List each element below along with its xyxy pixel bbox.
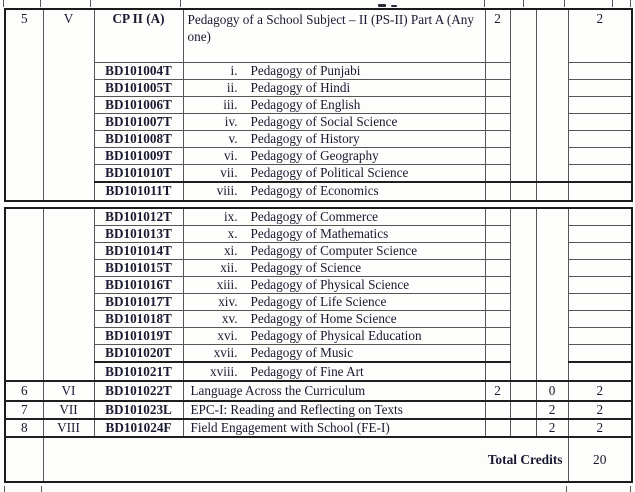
hours-cell: 2 [485,381,510,401]
option-number: v. [228,130,238,146]
clipped-grid-line [630,0,631,7]
option-title: Pedagogy of English [250,96,361,112]
empty-cell [568,260,632,277]
course-title-cell [183,328,485,345]
course-row [5,419,632,437]
course-title-cell [183,260,485,277]
empty-cell [485,345,510,363]
course-code-cell: BD101024F [94,419,183,437]
option-number: ix. [223,209,238,224]
course-code-cell: BD101012T [94,208,183,226]
clipped-grid-line [180,0,181,7]
empty-cell [510,381,536,401]
option-number: vi. [223,147,238,163]
empty-cell [568,182,632,201]
option-number: vii. [220,164,238,180]
option-number: xvi. [217,328,238,343]
clipped-grid-line [523,0,524,7]
option-number: iv. [224,113,238,129]
course-code-cell: BD101020T [94,345,183,363]
empty-cell [485,96,510,113]
course-code-cell: BD101009T [94,147,183,164]
hours-cell: 2 [485,9,510,62]
empty-cell [485,182,510,201]
empty-cell [485,328,510,345]
empty-cell [568,243,632,260]
course-title-cell [183,226,485,243]
option-row [5,208,632,226]
course-title-cell [183,345,485,363]
option-number: xi. [223,243,238,258]
option-number: xv. [221,311,238,326]
option-title: Pedagogy of Physical Education [250,328,422,343]
option-number: xviii. [210,363,238,379]
course-code-cell: BD101022T [94,381,183,401]
option-number: xii. [220,260,238,275]
course-code-cell: BD101023L [94,401,183,419]
group-title-cell: Pedagogy of a School Subject – II (PS-II) Part A (Any one) [183,9,485,62]
empty-cell [536,9,568,182]
course-title-cell [183,362,485,381]
option-title: Pedagogy of Life Science [250,294,387,309]
course-title-cell: Field Engagement with School (FE-I) [183,419,485,437]
option-title: Pedagogy of Science [250,260,362,275]
serial-cell: 7 [5,401,43,419]
option-title: Pedagogy of Commerce [250,209,378,224]
semester-cell: VII [43,401,94,419]
empty-cell [568,147,632,164]
empty-cell [485,243,510,260]
course-code-cell: BD101011T [94,182,183,201]
curriculum-table-block-2 [4,207,633,483]
group-code-cell: CP II (A) [94,9,183,62]
course-code-cell: BD101010T [94,164,183,182]
credits-cell: 2 [568,9,632,62]
empty-cell [568,96,632,113]
empty-cell [510,182,536,201]
course-title-cell [183,277,485,294]
clipped-grid-line [564,0,565,7]
total-credits-row [5,437,632,482]
clipped-text-fragment [378,4,386,7]
empty-cell [485,260,510,277]
hours-cell [485,419,510,437]
empty-cell [568,130,632,147]
course-title-cell: Language Across the Curriculum [183,381,485,401]
course-title-cell [183,79,485,96]
clipped-grid-line [41,486,42,492]
course-code-cell: BD101004T [94,62,183,79]
empty-cell [485,164,510,182]
empty-cell [485,362,510,381]
clipped-grid-line [40,0,41,7]
empty-cell [43,208,94,381]
course-code-cell: BD101007T [94,113,183,130]
total-credits-value: 20 [568,437,632,482]
empty-cell [536,208,568,381]
empty-cell [536,182,568,201]
empty-cell [485,294,510,311]
course-title-cell [183,96,485,113]
option-title: Pedagogy of Home Science [250,311,397,326]
option-title: Pedagogy of Mathematics [250,226,389,241]
option-title: Pedagogy of Fine Art [250,363,364,379]
curriculum-table-block-1 [4,8,633,202]
clipped-grid-line [90,0,91,7]
course-code-cell: BD101016T [94,277,183,294]
option-number: x. [227,226,238,241]
course-code-cell: BD101017T [94,294,183,311]
option-title: Pedagogy of Computer Science [250,243,418,258]
course-code-cell: BD101019T [94,328,183,345]
empty-cell [568,62,632,79]
course-code-cell: BD101015T [94,260,183,277]
option-title: Pedagogy of Hindi [250,79,351,95]
option-title: Pedagogy of Geography [250,147,379,163]
empty-cell [485,113,510,130]
empty-cell [568,294,632,311]
empty-cell [485,208,510,226]
empty-cell [568,113,632,130]
course-title-cell [183,208,485,226]
clipped-grid-line [3,0,4,7]
empty-cell [568,164,632,182]
course-code-cell: BD101006T [94,96,183,113]
course-title-cell [183,147,485,164]
course-row [5,401,632,419]
clipped-grid-line [630,486,631,492]
course-row [5,381,632,401]
empty-cell [5,437,43,482]
clipped-grid-line [566,486,567,492]
hours-cell [485,401,510,419]
empty-cell [510,401,536,419]
course-title-cell [183,243,485,260]
clipped-grid-line [4,486,5,492]
empty-cell [485,311,510,328]
empty-cell [485,226,510,243]
course-code-cell: BD101005T [94,79,183,96]
empty-cell [568,328,632,345]
practical-cell: 0 [536,381,568,401]
empty-cell [568,277,632,294]
course-title-cell [183,113,485,130]
option-number: viii. [216,183,238,198]
option-number: i. [230,62,238,78]
clipped-text-fragment [391,5,397,7]
option-row [5,182,632,201]
option-title: Pedagogy of Music [250,345,354,360]
course-code-cell: BD101021T [94,362,183,381]
course-title-cell [183,164,485,182]
course-title-cell [183,62,485,79]
option-number: iii. [223,96,238,112]
empty-cell [485,130,510,147]
practical-cell: 2 [536,401,568,419]
empty-cell [5,208,43,381]
total-credits-label: Total Credits [43,437,568,482]
serial-cell: 6 [5,381,43,401]
credits-cell: 2 [568,401,632,419]
option-title: Pedagogy of Social Science [250,113,398,129]
course-title-cell [183,294,485,311]
empty-cell [568,79,632,96]
semester-cell: VI [43,381,94,401]
empty-cell [485,147,510,164]
semester-cell: V [43,9,94,201]
option-title: Pedagogy of Political Science [250,164,409,180]
option-title: Pedagogy of Physical Science [250,277,410,292]
course-code-cell: BD101008T [94,130,183,147]
empty-cell [510,9,536,182]
empty-cell [568,345,632,363]
option-number: xiv. [218,294,238,309]
course-title-cell [183,130,485,147]
semester-cell: VIII [43,419,94,437]
option-number: xiii. [216,277,238,292]
clipped-grid-line [612,0,613,7]
serial-cell: 8 [5,419,43,437]
empty-cell [568,226,632,243]
empty-cell [568,208,632,226]
practical-cell: 2 [536,419,568,437]
empty-cell [485,79,510,96]
empty-cell [485,62,510,79]
option-number: ii. [226,79,238,95]
course-code-cell: BD101018T [94,311,183,328]
serial-cell: 5 [5,9,43,201]
empty-cell [510,208,536,381]
empty-cell [485,277,510,294]
empty-cell [568,311,632,328]
empty-cell [568,362,632,381]
clipped-grid-line [484,0,485,7]
option-number: xvii. [213,345,238,360]
option-title: Pedagogy of Economics [250,183,379,198]
credits-cell: 2 [568,419,632,437]
course-title-cell: EPC-I: Reading and Reflecting on Texts [183,401,485,419]
course-code-cell: BD101014T [94,243,183,260]
option-title: Pedagogy of History [250,130,360,146]
course-group-row [5,9,632,62]
option-title: Pedagogy of Punjabi [250,62,361,78]
empty-cell [510,419,536,437]
course-title-cell [183,182,485,201]
course-title-cell [183,311,485,328]
course-code-cell: BD101013T [94,226,183,243]
credits-cell: 2 [568,381,632,401]
